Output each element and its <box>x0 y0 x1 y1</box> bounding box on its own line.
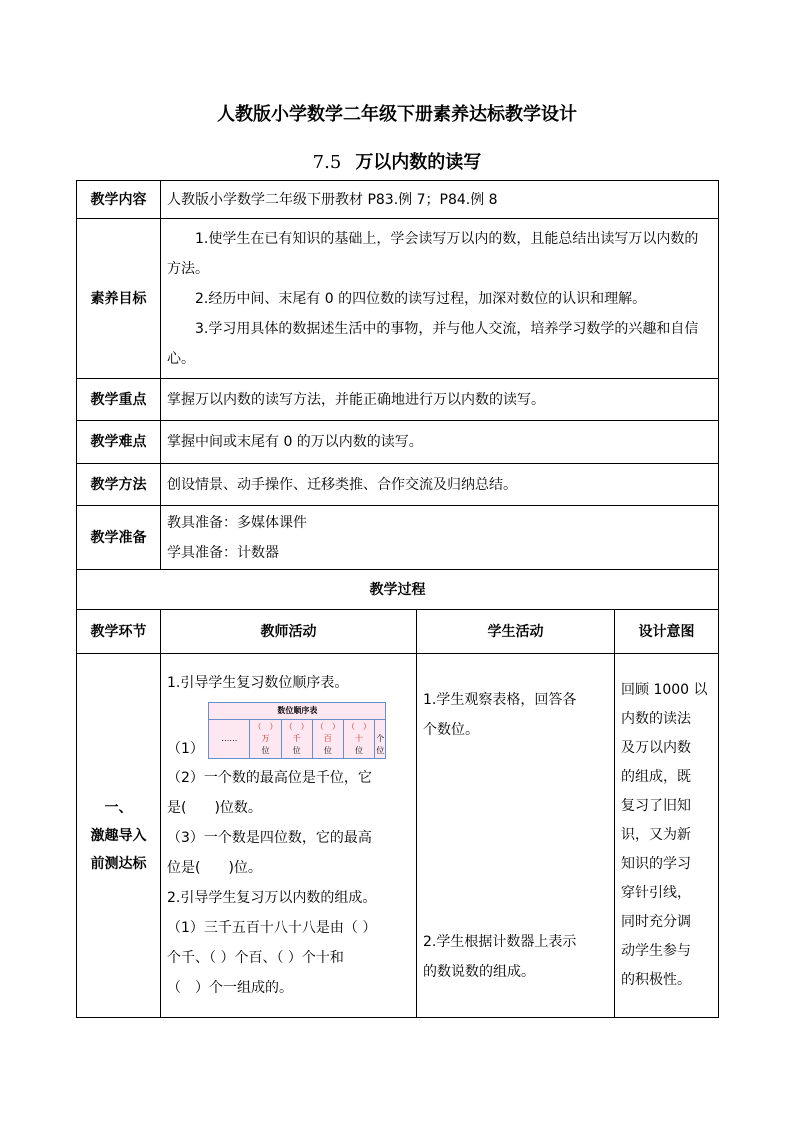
process-header: 教学过程 <box>77 570 719 610</box>
stage-name <box>77 654 161 1018</box>
question-3a: （3）一个数是四位数，它的最高 <box>167 830 372 846</box>
digit-table-title: 数位顺序表 <box>209 703 386 720</box>
blank-paren: （ ） <box>284 722 309 731</box>
stage-number: 一、 <box>104 799 133 816</box>
prep-teacher: 教具准备：多媒体课件 <box>167 514 307 531</box>
row-method <box>77 464 719 506</box>
section-heading <box>0 148 794 174</box>
row-process-header <box>77 570 719 610</box>
blank-paren: （ ） <box>347 722 372 731</box>
row-prep <box>77 506 719 570</box>
row-goals <box>77 219 719 379</box>
question-4a: （1）三千五百十八十八是由（ ） <box>167 920 377 936</box>
intent-line: 的组成，既 <box>621 769 691 785</box>
teacher-activity <box>161 654 417 1018</box>
digit-table-dots: …… <box>209 720 250 759</box>
label-prep: 教学准备 <box>77 506 161 570</box>
spacer <box>423 745 608 927</box>
goal-item: 1.使学生在已有知识的基础上，学会读写万以内的数，且能总结出读写万以内数的方法。 <box>167 230 699 277</box>
digit-order-grid <box>208 702 386 759</box>
question-2b: 是( )位数。 <box>167 800 262 816</box>
row-stage-1 <box>77 654 719 1018</box>
value-method: 创设情景、动手操作、迁移类推、合作交流及归纳总结。 <box>161 464 719 506</box>
col-stage: 教学环节 <box>77 610 161 654</box>
label-difficulty: 教学难点 <box>77 421 161 464</box>
blank-paren: （ ） <box>315 722 340 731</box>
intent-line: 同时充分调 <box>621 914 691 930</box>
lesson-plan-table <box>76 180 719 1018</box>
question-3b: 位是( )位。 <box>167 860 262 876</box>
student-answer-2b: 的数说数的组成。 <box>423 963 535 980</box>
digit-unit: 位 <box>323 746 332 755</box>
stage-name-line: 激趣导入 <box>90 827 147 844</box>
section-number: 7.5 <box>312 152 342 173</box>
student-answer-2a: 2.学生根据计数器上表示 <box>423 933 577 950</box>
teacher-step-1: 1.引导学生复习数位顺序表。 <box>167 675 349 691</box>
intent-line: 及万以内数 <box>621 740 691 756</box>
intent-line: 复习了旧知 <box>621 798 691 814</box>
col-student: 学生活动 <box>417 610 615 654</box>
blank-paren: （ ） <box>253 722 278 731</box>
value-goals <box>161 219 719 379</box>
question-1-label: （1） <box>167 741 204 757</box>
digit-unit: 位 <box>261 746 270 755</box>
label-method: 教学方法 <box>77 464 161 506</box>
question-4c: （ ）个一组成的。 <box>167 980 293 996</box>
intent-line: 识，又为新 <box>621 827 691 843</box>
digit-cell-shi <box>343 720 374 759</box>
digit-cell-bai <box>312 720 343 759</box>
stage-name-line: 前测达标 <box>90 855 147 872</box>
digit-unit: 位 <box>292 746 301 755</box>
intent-line: 的积极性。 <box>621 972 691 988</box>
question-2a: （2）一个数的最高位是千位，它 <box>167 770 372 786</box>
col-intent: 设计意图 <box>615 610 719 654</box>
design-intent <box>615 654 719 1018</box>
value-content: 人教版小学数学二年级下册教材 P83.例 7；P84.例 8 <box>161 181 719 219</box>
intent-line: 动学生参与 <box>621 943 691 959</box>
value-key-point: 掌握万以内数的读写方法，并能正确地进行万以内数的读写。 <box>161 379 719 421</box>
digit-char: 万 <box>261 734 270 743</box>
digit-order-table <box>208 702 386 759</box>
label-content: 教学内容 <box>77 181 161 219</box>
student-activity <box>417 654 615 1018</box>
digit-unit: 位 <box>355 746 364 755</box>
intent-line: 知识的学习 <box>621 856 691 872</box>
question-4b: 个千、（ ）个百、（ ）个十和 <box>167 950 344 966</box>
label-key-point: 教学重点 <box>77 379 161 421</box>
digit-char: 千 <box>292 734 301 743</box>
digit-char: 百 <box>323 734 332 743</box>
col-teacher: 教师活动 <box>161 610 417 654</box>
student-answer-1b: 个数位。 <box>423 721 479 738</box>
prep-student: 学具准备：计数器 <box>167 544 279 561</box>
teacher-step-2: 2.引导学生复习万以内数的组成。 <box>167 890 377 906</box>
digit-unit: 位 <box>376 746 385 755</box>
intent-line: 穿针引线， <box>621 885 691 901</box>
row-content <box>77 181 719 219</box>
goal-item: 2.经历中间、末尾有 0 的四位数的读写过程，加深对数位的认识和理解。 <box>195 290 647 307</box>
row-key-point <box>77 379 719 421</box>
digit-cell-ge <box>375 720 386 759</box>
intent-line: 回顾 1000 以 <box>621 682 708 698</box>
digit-cell-wan <box>250 720 281 759</box>
section-title: 万以内数的读写 <box>355 152 482 173</box>
value-prep <box>161 506 719 570</box>
value-difficulty: 掌握中间或末尾有 0 的万以内数的读写。 <box>161 421 719 464</box>
digit-char: 个 <box>376 734 385 743</box>
label-goals: 素养目标 <box>77 219 161 379</box>
intent-line: 内数的读法 <box>621 711 691 727</box>
digit-char: 十 <box>355 734 364 743</box>
document-title: 人教版小学数学二年级下册素养达标教学设计 <box>217 104 577 125</box>
goal-item: 3.学习用具体的数据述生活中的事物，并与他人交流，培养学习数学的兴趣和自信心。 <box>167 320 699 367</box>
digit-table-line <box>167 702 410 759</box>
row-difficulty <box>77 421 719 464</box>
student-answer-1a: 1.学生观察表格，回答各 <box>423 691 577 708</box>
digit-cell-qian <box>281 720 312 759</box>
row-column-headers <box>77 610 719 654</box>
